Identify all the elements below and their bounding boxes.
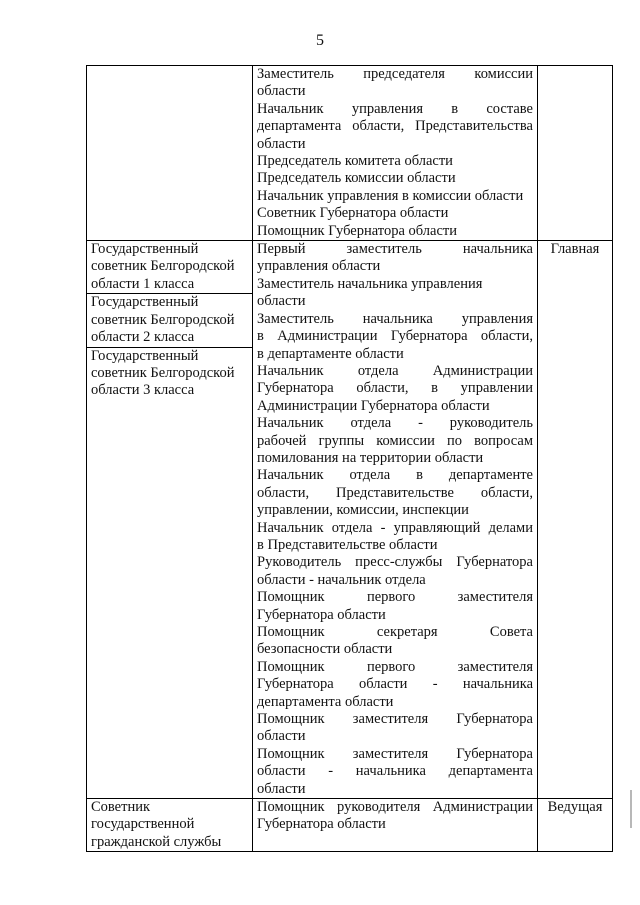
position-entry	[257, 188, 533, 205]
position-line: Советник Губернатора области	[257, 205, 449, 222]
class-rank-entry	[87, 348, 252, 400]
position-entry	[257, 746, 533, 798]
position-line: Председатель комитета области	[257, 153, 453, 170]
position-line: области	[257, 83, 306, 100]
position-line: Помощник заместителя Губернатора	[257, 711, 533, 728]
position-line: области	[257, 728, 306, 745]
position-line: рабочей группы комиссии по вопросам	[257, 432, 533, 449]
class-rank-line: государственной	[91, 816, 195, 833]
position-line: Помощник секретаря Совета	[257, 624, 533, 640]
position-entry	[257, 276, 533, 311]
position-entry	[257, 467, 533, 519]
position-entry	[257, 624, 533, 659]
position-line: департамента области, Представительства	[257, 118, 533, 135]
position-entry	[257, 311, 533, 363]
position-entry	[257, 711, 533, 746]
class-rank-line: Государственный	[91, 294, 199, 311]
position-line: Заместитель начальника управления	[257, 310, 533, 327]
position-line: безопасности области	[257, 641, 393, 658]
position-line: области, Представительстве области,	[257, 484, 533, 501]
position-entry	[257, 415, 533, 467]
position-entry	[257, 799, 533, 834]
position-entry	[257, 101, 533, 153]
table-row	[87, 799, 613, 852]
position-line: Помощник Губернатора области	[257, 222, 457, 239]
class-rank-entry	[87, 241, 252, 294]
scan-artifact	[630, 790, 632, 828]
positions-table-body	[87, 66, 613, 852]
class-rank-line: области 1 класса	[91, 275, 195, 292]
position-entry	[257, 520, 533, 555]
table-row	[87, 241, 613, 799]
position-line: департамента области	[257, 693, 394, 710]
position-entry	[257, 66, 533, 101]
position-group-cell: Главная	[538, 241, 613, 799]
position-entry	[257, 241, 533, 276]
class-rank-line: советник Белгородской	[91, 364, 235, 381]
position-line: Начальник отдела в департаменте	[257, 467, 533, 484]
position-group-cell: Ведущая	[538, 799, 613, 852]
positions-cell	[253, 799, 538, 852]
position-line: Помощник первого заместителя	[257, 658, 533, 675]
position-entry	[257, 170, 533, 187]
position-entry	[257, 363, 533, 415]
class-rank-line: Государственный	[91, 347, 199, 364]
class-rank-line: Советник	[91, 799, 151, 816]
class-rank-entry	[91, 799, 248, 851]
position-line: управления области	[257, 258, 381, 275]
position-line: Первый заместитель начальника	[257, 241, 533, 258]
position-line: области	[257, 780, 306, 797]
position-entry	[257, 223, 533, 240]
position-line: Губернатора области	[257, 816, 386, 833]
position-line: Помощник руководителя Администрации	[257, 799, 533, 816]
position-line: области - начальника департамента	[257, 763, 533, 780]
position-group-cell	[538, 66, 613, 241]
position-line: Губернатора области, в управлении	[257, 380, 533, 397]
class-rank-line: советник Белгородской	[91, 311, 235, 328]
position-entry	[257, 153, 533, 170]
position-entry	[257, 659, 533, 711]
class-rank-line: гражданской службы	[91, 833, 222, 850]
class-rank-cell	[87, 241, 253, 799]
position-line: Начальник управления в комиссии области	[257, 187, 524, 204]
page-number: 5	[316, 32, 324, 49]
position-line: Помощник первого заместителя	[257, 589, 533, 606]
position-line: в Представительстве области	[257, 536, 438, 553]
table-row	[87, 66, 613, 241]
position-line: Заместитель председателя комиссии	[257, 66, 533, 82]
class-rank-cell	[87, 66, 253, 241]
position-line: Помощник заместителя Губернатора	[257, 745, 533, 762]
position-line: помилования на территории области	[257, 449, 484, 466]
positions-cell	[253, 66, 538, 241]
position-line: в департаменте области	[257, 345, 404, 362]
position-line: Начальник отдела - руководитель	[257, 415, 533, 432]
class-rank-line: советник Белгородской	[91, 258, 235, 275]
class-rank-cell	[87, 799, 253, 852]
position-line: в Администрации Губернатора области,	[257, 328, 533, 345]
position-line: области - начальник отдела	[257, 571, 426, 588]
position-line: управлении, комиссии, инспекции	[257, 502, 469, 519]
position-entry	[257, 589, 533, 624]
class-rank-entry	[87, 294, 252, 347]
position-line: Руководитель пресс-службы Губернатора	[257, 554, 533, 571]
position-line: Губернатора области	[257, 606, 386, 623]
position-line: области	[257, 135, 306, 152]
position-line: Администрации Губернатора области	[257, 397, 490, 414]
position-line: Губернатора области - начальника	[257, 676, 533, 693]
class-rank-line: области 3 класса	[91, 382, 195, 399]
class-rank-line: Государственный	[91, 241, 199, 258]
position-line: Заместитель начальника управления области	[257, 275, 483, 310]
position-line: Начальник отдела Администрации	[257, 362, 533, 379]
position-line: Начальник управления в составе	[257, 100, 533, 117]
class-rank-line: области 2 класса	[91, 329, 195, 346]
positions-table	[86, 65, 613, 852]
position-entry	[257, 205, 533, 222]
position-entry	[257, 554, 533, 589]
position-line: Председатель комиссии области	[257, 170, 456, 187]
positions-cell	[253, 241, 538, 799]
position-line: Начальник отдела - управляющий делами	[257, 519, 533, 536]
